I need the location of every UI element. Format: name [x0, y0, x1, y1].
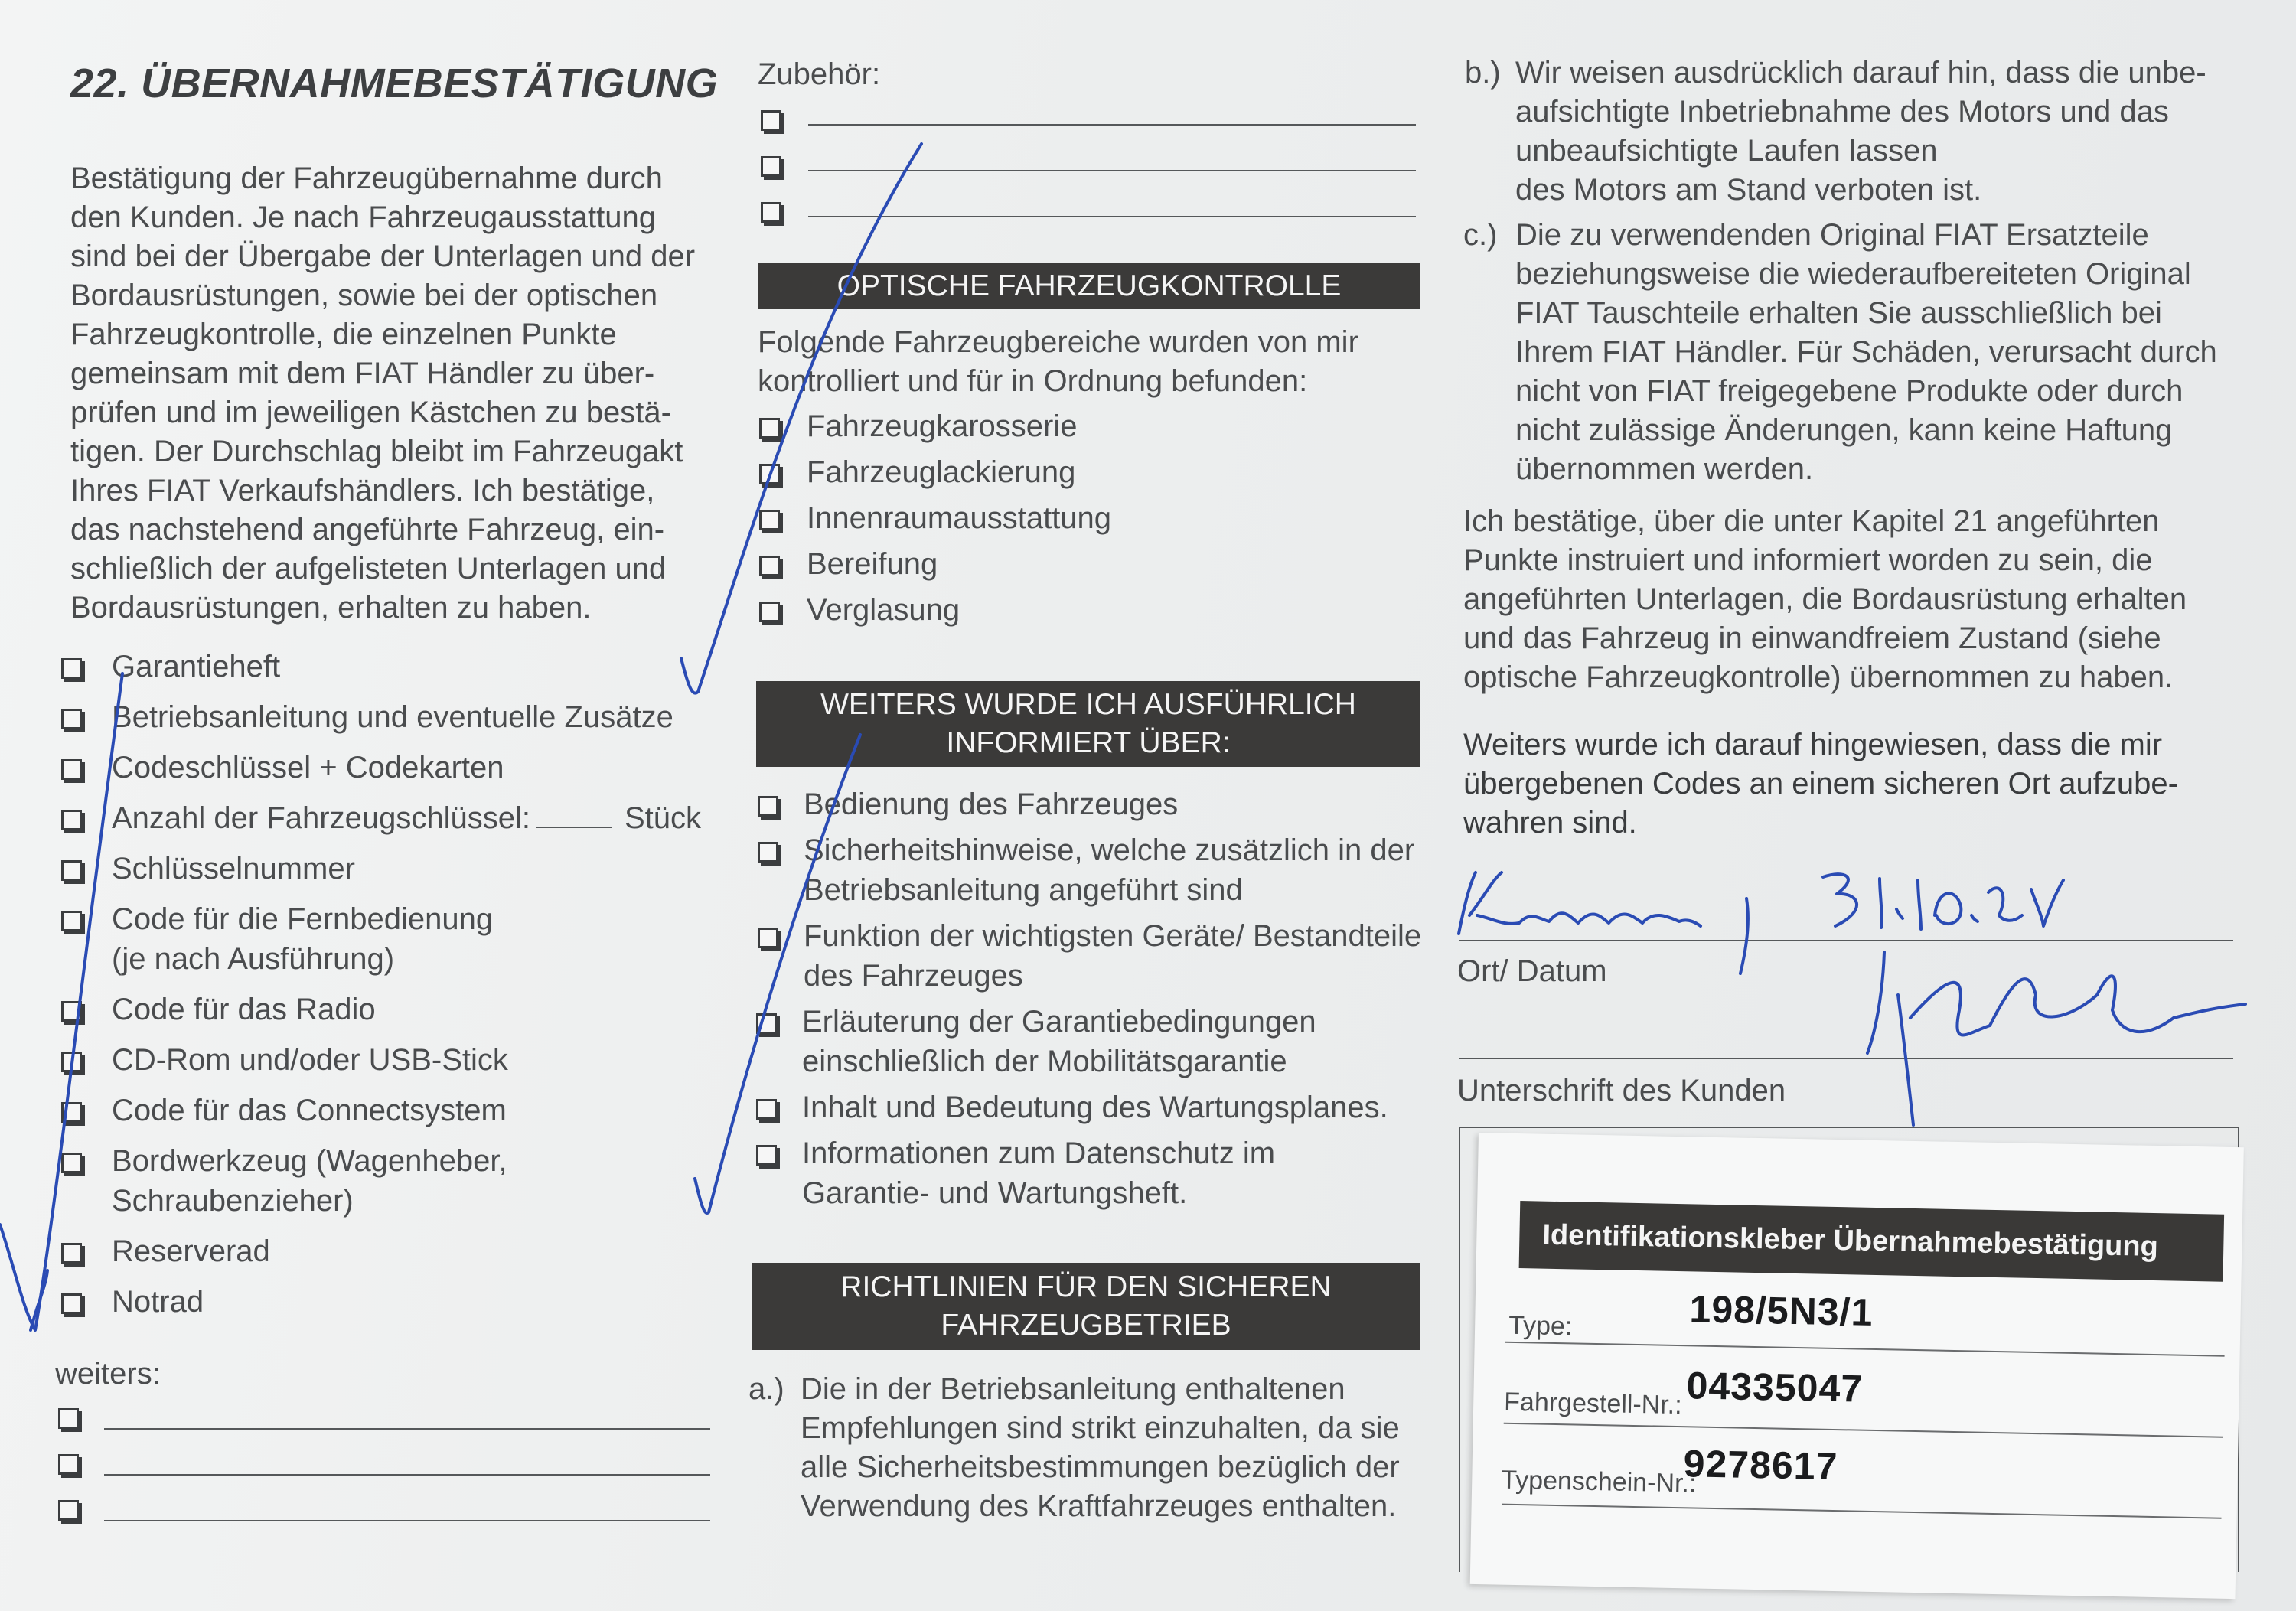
- intro-line: das nachstehend angeführte Fahrzeug, ein-: [70, 513, 665, 546]
- item-datenschutz-cont: Garantie- und Wartungsheft.: [802, 1176, 1188, 1210]
- item-bedienung: Bedienung des Fahrzeuges: [804, 788, 1179, 821]
- sticker-header: Identifikationskleber Übernahmebestätigung: [1519, 1201, 2225, 1282]
- item-bordwerkzeug-cont: Schraubenzieher): [112, 1184, 354, 1218]
- weiters-header-line: INFORMIERT ÜBER:: [946, 726, 1231, 759]
- confirmation-line: und das Fahrzeug in einwandfreiem Zustand (siehe: [1463, 621, 2161, 655]
- handwritten-check-middle: [695, 735, 860, 1213]
- item-bordwerkzeug: Bordwerkzeug (Wagenheber,: [112, 1144, 507, 1178]
- handwritten-check-left-tail: [31, 1270, 47, 1330]
- item-bereifung: Bereifung: [807, 547, 938, 581]
- intro-line: den Kunden. Je nach Fahrzeugausstattung: [70, 201, 656, 234]
- item-garantiebedingungen-cont: einschließlich der Mobilitätsgarantie: [802, 1045, 1287, 1078]
- item-datenschutz: Informationen zum Datenschutz im: [802, 1137, 1276, 1170]
- item-innenraum: Innenraumausstattung: [807, 501, 1112, 535]
- richtlinie-c-line: beziehungsweise die wiederaufbereiteten Original: [1515, 257, 2191, 291]
- richtlinie-c-line: übernommen werden.: [1515, 452, 1814, 486]
- item-reserverad: Reserverad: [112, 1234, 270, 1268]
- richtlinie-c-line: Ihrem FIAT Händler. Für Schäden, verursacht durch: [1515, 335, 2217, 369]
- item-karosserie: Fahrzeugkarosserie: [807, 409, 1078, 443]
- fahrgestell-value: 04335047: [1686, 1364, 1864, 1410]
- confirmation-line: Punkte instruiert und informiert worden zu sein, die: [1463, 543, 2153, 577]
- richtlinien-header-line: RICHTLINIEN FÜR DEN SICHEREN: [840, 1270, 1332, 1303]
- intro-line: Ihres FIAT Verkaufshändlers. Ich bestätige,: [70, 474, 655, 507]
- weiters-header-line: WEITERS WURDE ICH AUSFÜHRLICH: [820, 688, 1356, 721]
- item-radio: Code für das Radio: [112, 993, 376, 1026]
- richtlinie-a-line: Die in der Betriebsanleitung enthaltenen: [801, 1372, 1345, 1406]
- item-codeschluessel: Codeschlüssel + Codekarten: [112, 751, 504, 784]
- richtlinie-b-line: des Motors am Stand verboten ist.: [1515, 173, 1982, 207]
- richtlinie-a-line: Empfehlungen sind strikt einzuhalten, da sie: [801, 1411, 1400, 1445]
- confirmation-line: optische Fahrzeugkontrolle) übernommen zu haben.: [1463, 660, 2174, 694]
- handwritten-comma: [1740, 898, 1748, 973]
- item-sicherheitshinweise-cont: Betriebsanleitung angeführt sind: [804, 873, 1243, 907]
- intro-line: Bordausrüstungen, sowie bei der optischen: [70, 279, 658, 312]
- richtlinie-c-line: Die zu verwendenden Original FIAT Ersatzteile: [1515, 218, 2149, 252]
- richtlinie-c-line: nicht von FIAT freigegebene Produkte oder durch: [1515, 374, 2183, 408]
- richtlinie-b-line: unbeaufsichtigte Laufen lassen: [1515, 134, 1938, 168]
- richtlinie-a-line: alle Sicherheitsbestimmungen bezüglich der: [801, 1450, 1400, 1484]
- intro-line: Bestätigung der Fahrzeugübernahme durch: [70, 161, 663, 195]
- intro-line: sind bei der Übergabe der Unterlagen und der: [70, 240, 696, 273]
- item-connectsystem: Code für das Connectsystem: [112, 1094, 507, 1127]
- item-funktion-cont: des Fahrzeuges: [804, 959, 1023, 993]
- weiters-label: weiters:: [55, 1357, 161, 1391]
- intro-line: schließlich der aufgelisteten Unterlagen und: [70, 552, 667, 585]
- stueck-label: Stück: [625, 801, 702, 835]
- typenschein-value: 9278617: [1683, 1442, 1838, 1489]
- page-title: 22. ÜBERNAHMEBESTÄTIGUNG: [70, 60, 719, 106]
- confirmation-line: angeführten Unterlagen, die Bordausrüstung erhalten: [1463, 582, 2187, 616]
- item-betriebsanleitung: Betriebsanleitung und eventuelle Zusätze: [112, 700, 673, 734]
- item-garantieheft: Garantieheft: [112, 650, 281, 683]
- item-anzahl-schluessel: Anzahl der Fahrzeugschlüssel:: [112, 801, 530, 835]
- richtlinie-b-line: aufsichtigte Inbetriebnahme des Motors und das: [1515, 95, 2169, 129]
- handwritten-check-left: [0, 673, 122, 1330]
- intro-line: Bordausrüstungen, erhalten zu haben.: [70, 591, 592, 625]
- richtlinie-b-line: Wir weisen ausdrücklich darauf hin, dass die unbe-: [1515, 56, 2206, 90]
- optische-header-text: OPTISCHE FAHRZEUGKONTROLLE: [837, 269, 1342, 302]
- typenschein-label: Typenschein-Nr.:: [1500, 1465, 1697, 1498]
- type-value: 198/5N3/1: [1689, 1287, 1874, 1334]
- item-fernbedienung-cont: (je nach Ausführung): [112, 942, 395, 976]
- codes-line: Weiters wurde ich darauf hingewiesen, dass die mir: [1463, 728, 2163, 761]
- item-verglasung: Verglasung: [807, 593, 960, 627]
- richtlinie-c-line: nicht zulässige Änderungen, kann keine Haftung: [1515, 413, 2173, 447]
- codes-line: übergebenen Codes an einem sicheren Ort aufzube-: [1463, 767, 2178, 801]
- richtlinie-a-line: Verwendung des Kraftfahrzeuges enthalten.: [801, 1489, 1397, 1523]
- zubehoer-label: Zubehör:: [758, 57, 881, 91]
- item-funktion: Funktion der wichtigsten Geräte/ Bestandteile: [804, 919, 1422, 953]
- intro-line: gemeinsam mit dem FIAT Händler zu über-: [70, 357, 655, 390]
- ort-datum-label: Ort/ Datum: [1457, 954, 1607, 988]
- item-notrad: Notrad: [112, 1285, 204, 1319]
- item-cd-rom: CD-Rom und/oder USB-Stick: [112, 1043, 508, 1077]
- confirmation-line: Ich bestätige, über die unter Kapitel 21 angeführten: [1463, 504, 2160, 538]
- codes-line: wahren sind.: [1463, 806, 1637, 840]
- item-wartungsplan: Inhalt und Bedeutung des Wartungsplanes.: [802, 1091, 1388, 1124]
- richtlinie-c-line: FIAT Tauschteile erhalten Sie ausschließlich bei: [1515, 296, 2162, 330]
- item-lackierung: Fahrzeuglackierung: [807, 455, 1076, 489]
- marker-b: b.): [1465, 56, 1501, 90]
- item-schluesselnummer: Schlüsselnummer: [112, 852, 355, 885]
- handwritten-signature: [1867, 952, 2245, 1125]
- marker-a: a.): [748, 1372, 784, 1406]
- type-label: Type:: [1508, 1310, 1573, 1342]
- item-garantiebedingungen: Erläuterung der Garantiebedingungen: [802, 1005, 1316, 1039]
- handwritten-check-middle-top: [681, 144, 921, 693]
- intro-line: Fahrzeugkontrolle, die einzelnen Punkte: [70, 318, 617, 351]
- intro-line: prüfen und im jeweiligen Kästchen zu bestä-: [70, 396, 671, 429]
- intro-line: tigen. Der Durchschlag bleibt im Fahrzeugakt: [70, 435, 683, 468]
- handwritten-date: [1823, 874, 2063, 929]
- fahrgestell-label: Fahrgestell-Nr.:: [1503, 1387, 1682, 1420]
- richtlinien-header-line: FAHRZEUGBETRIEB: [941, 1309, 1231, 1342]
- optische-intro-line: Folgende Fahrzeugbereiche wurden von mir: [758, 325, 1358, 359]
- handwritten-place: [1459, 872, 1701, 934]
- item-fernbedienung: Code für die Fernbedienung: [112, 902, 494, 936]
- optische-intro-line: kontrolliert und für in Ordnung befunden:: [758, 364, 1308, 398]
- marker-c: c.): [1463, 218, 1498, 252]
- unterschrift-label: Unterschrift des Kunden: [1457, 1074, 1786, 1107]
- item-sicherheitshinweise: Sicherheitshinweise, welche zusätzlich in der: [804, 833, 1415, 867]
